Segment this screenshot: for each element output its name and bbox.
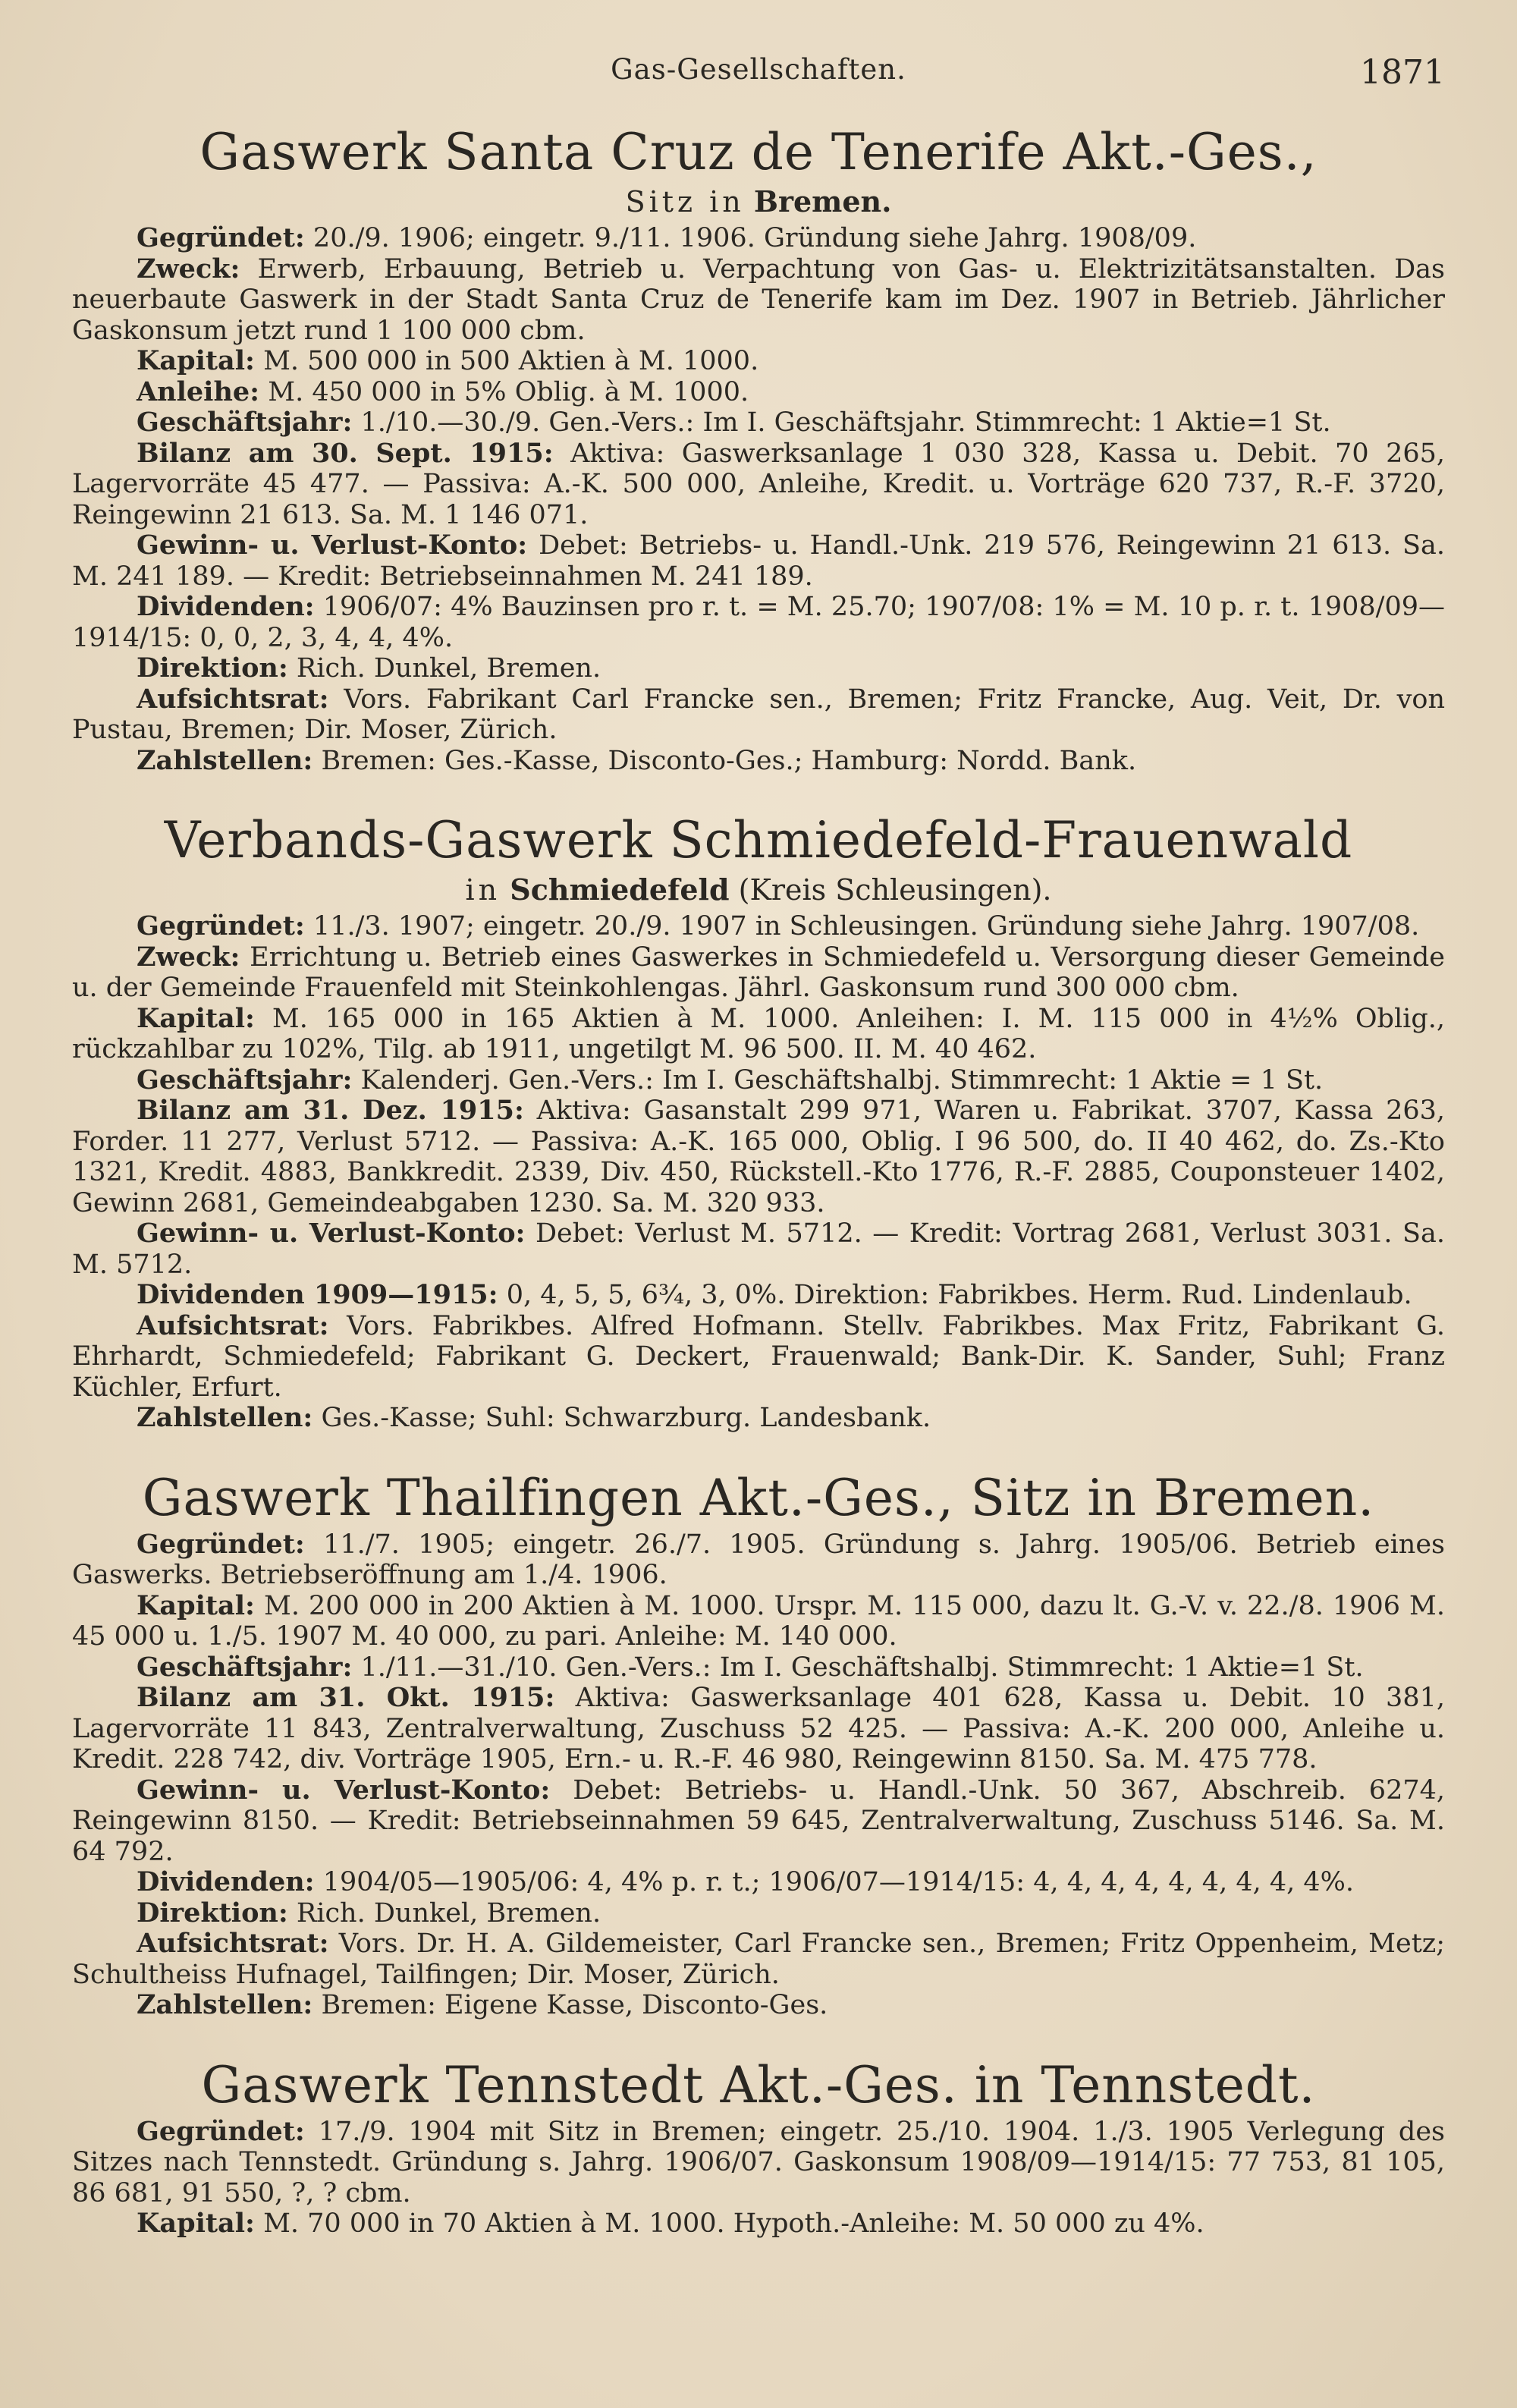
entry-text: Rich. Dunkel, Bremen.: [287, 1897, 601, 1929]
entry-paragraph: [72, 653, 1445, 684]
company-title: Gaswerk Santa Cruz de Tenerife Akt.-Ges.,: [199, 123, 1318, 181]
entry-text: 1./11.—31./10. Gen.-Vers.: Im I. Geschäftshalbj. Stimmrecht: 1 Aktie=1 St.: [352, 1652, 1364, 1683]
entry-key: Aufsichtsrat:: [137, 683, 329, 715]
company-section: [72, 1467, 1445, 2021]
entry-key: Direktion:: [137, 1897, 288, 1929]
entry-key: Gewinn- u. Verlust-Konto:: [137, 1218, 526, 1249]
entry-paragraph: [72, 1898, 1445, 1929]
entry-key: Geschäftsjahr:: [137, 1064, 353, 1096]
entry-key: Gewinn- u. Verlust-Konto:: [137, 530, 528, 561]
entry-text: Debet: Verlust M. 5712. — Kredit: Vortrag 2681, Verlust 3031. Sa. M. 5712.: [72, 1218, 1446, 1280]
entry-key: Gegründet:: [137, 1528, 305, 1560]
entry-key: Bilanz am 31. Okt. 1915:: [137, 1682, 555, 1713]
entry-key: Gegründet:: [137, 910, 305, 942]
entry-text: M. 200 000 in 200 Aktien à M. 1000. Urspr. M. 115 000, dazu lt. G.-V. v. 22./8. 1906 M. 45 000 u. 1./5. 1907 M. 40 000, zu pari. Anleihe: M. 140 000.: [72, 1590, 1445, 1652]
entry-text: 17./9. 1904 mit Sitz in Bremen; eingetr. 25./10. 1904. 1./3. 1905 Verlegung des Sitzes nach Tennstedt. Gründung s. Jahrg. 1906/07. Gaskonsum 1908/09—1914/15: 77 753, 81 105, 86 681, 91 550, ?, ? cbm.: [72, 2116, 1445, 2208]
entry-key: Aufsichtsrat:: [137, 1928, 329, 1959]
running-head: Gas-Gesellschaften.: [611, 53, 906, 86]
entry-key: Gegründet:: [137, 222, 305, 253]
entry-text: Errichtung u. Betrieb eines Gaswerkes in Schmiedefeld u. Versorgung dieser Gemeinde u. der Gemeinde Frauenfeld mit Steinkohlengas. Jährl. Gaskonsum rund 300 000 cbm.: [72, 942, 1445, 1003]
entry-text: 1904/05—1905/06: 4, 4% p. r. t.; 1906/07—1914/15: 4, 4, 4, 4, 4, 4, 4, 4, 4%.: [314, 1867, 1355, 1897]
entry-text: 1906/07: 4% Bauzinsen pro r. t. = M. 25.70; 1907/08: 1% = M. 10 p. r. t. 1908/09—1914/15: 0, 0, 2, 3, 4, 4, 4%.: [72, 592, 1445, 653]
entry-text: M. 500 000 in 500 Aktien à M. 1000.: [254, 346, 759, 376]
entry-paragraph: [72, 592, 1445, 653]
entry-paragraph: [72, 1218, 1445, 1280]
entry-paragraph: [72, 1990, 1445, 2021]
main-content: [72, 121, 1445, 2273]
entry-text: 11./7. 1905; eingetr. 26./7. 1905. Gründung s. Jahrg. 1905/06. Betrieb eines Gaswerks. Betriebseröffnung am 1./4. 1906.: [72, 1529, 1445, 1590]
entry-text: M. 165 000 in 165 Aktien à M. 1000. Anleihen: I. M. 115 000 in 4½% Oblig., rückzahlbar zu 102%, Tilg. ab 1911, ungetilgt M. 96 500. II. M. 40 462.: [72, 1003, 1445, 1064]
entry-paragraph: [72, 1403, 1445, 1434]
entry-key: Dividenden:: [137, 1866, 315, 1897]
seat-city: Schmiedefeld: [510, 872, 730, 907]
entry-key: Aufsichtsrat:: [137, 1309, 329, 1341]
entry-key: Zahlstellen:: [137, 744, 313, 776]
entry-text: Debet: Betriebs- u. Handl.-Unk. 219 576, Reingewinn 21 613. Sa. M. 241 189. — Kredit: Betriebseinnahmen M. 241 189.: [72, 530, 1445, 592]
entry-paragraph: [72, 1867, 1445, 1898]
entry-text: Kalenderj. Gen.-Vers.: Im I. Geschäftshalbj. Stimmrecht: 1 Aktie = 1 St.: [352, 1064, 1324, 1096]
entry-key: Dividenden 1909—1915:: [137, 1279, 498, 1310]
entry-paragraph: [72, 530, 1445, 592]
entry-text: Aktiva: Gasanstalt 299 971, Waren u. Fabrikat. 3707, Kassa 263, Forder. 11 277, Verlust 5712. — Passiva: A.-K. 165 000, Oblig. I 96 500, do. II 40 462, do. Zs.-Kto 1321, Kredit. 4883, Bankkredit. 2339, Div. 450, Rückstell.-Kto 1776, R.-F. 2885, Couponsteuer 1402, Gewinn 2681, Gemeindeabgaben 1230. Sa. M. 320 933.: [72, 1096, 1445, 1218]
entry-key: Dividenden:: [137, 591, 315, 622]
entry-paragraph: [72, 254, 1445, 347]
entry-paragraph: [72, 1311, 1445, 1404]
entry-key: Gewinn- u. Verlust-Konto:: [137, 1774, 551, 1806]
entry-paragraph: [72, 1280, 1445, 1311]
entry-paragraph: [72, 1652, 1445, 1683]
entry-paragraph: [72, 377, 1445, 408]
company-section: [72, 121, 1445, 776]
entry-text: Rich. Dunkel, Bremen.: [287, 653, 601, 684]
seat-suffix: (Kreis Schleusingen).: [738, 873, 1052, 907]
entry-key: Kapital:: [137, 345, 255, 376]
entry-paragraph: [72, 407, 1445, 439]
company-title: Gaswerk Thailfingen Akt.-Ges., Sitz in Bremen.: [142, 1468, 1375, 1527]
entry-text: 0, 4, 5, 5, 6¾, 3, 0%. Direktion: Fabrikbes. Herm. Rud. Lindenlaub.: [498, 1280, 1412, 1310]
company-section: [72, 809, 1445, 1434]
entry-key: Bilanz am 30. Sept. 1915:: [137, 437, 554, 469]
company-section: [72, 2054, 1445, 2240]
entry-text: M. 70 000 in 70 Aktien à M. 1000. Hypoth.-Anleihe: M. 50 000 zu 4%.: [254, 2208, 1204, 2239]
entry-key: Gegründet:: [137, 2115, 305, 2147]
company-seat: [72, 184, 1445, 220]
entry-text: Ges.-Kasse; Suhl: Schwarzburg. Landesbank.: [313, 1403, 931, 1433]
entry-key: Zahlstellen:: [137, 1989, 313, 2020]
entry-paragraph: [72, 1096, 1445, 1218]
company-title: Verbands-Gaswerk Schmiedefeld-Frauenwald: [164, 811, 1353, 869]
entry-key: Zweck:: [137, 941, 240, 973]
entry-key: Zweck:: [137, 253, 240, 284]
entry-paragraph: [72, 1775, 1445, 1868]
entry-key: Geschäftsjahr:: [137, 1651, 353, 1683]
entry-paragraph: [72, 223, 1445, 254]
entry-paragraph: [72, 346, 1445, 377]
page-header: [72, 53, 1445, 99]
entry-paragraph: [72, 746, 1445, 777]
entry-text: Bremen: Ges.-Kasse, Disconto-Ges.; Hamburg: Nordd. Bank.: [313, 745, 1137, 776]
entry-paragraph: [72, 2117, 1445, 2209]
entry-text: M. 450 000 in 5% Oblig. à M. 1000.: [259, 376, 749, 407]
entry-text: 11./3. 1907; eingetr. 20./9. 1907 in Schleusingen. Gründung siehe Jahrg. 1907/08.: [304, 911, 1420, 942]
page-number: 1871: [1360, 53, 1445, 92]
entry-paragraph: [72, 911, 1445, 942]
entry-text: Debet: Betriebs- u. Handl.-Unk. 50 367, Abschreib. 6274, Reingewinn 8150. — Kredit: Betriebseinnahmen 59 645, Zentralverwaltung, Zuschuss 5146. Sa. M. 64 792.: [72, 1775, 1446, 1867]
seat-prefix: in: [465, 873, 501, 907]
entry-key: Kapital:: [137, 2208, 255, 2239]
entry-paragraph: [72, 684, 1445, 746]
entry-text: Vors. Fabrikbes. Alfred Hofmann. Stellv. Fabrikbes. Max Fritz, Fabrikant G. Ehrhardt, Schmiedefeld; Fabrikant G. Deckert, Frauenwald; Bank-Dir. K. Sander, Suhl; Franz Küchler, Erfurt.: [72, 1310, 1445, 1403]
seat-city: Bremen.: [753, 184, 892, 218]
entry-text: 1./10.—30./9. Gen.-Vers.: Im I. Geschäftsjahr. Stimmrecht: 1 Aktie=1 St.: [352, 407, 1331, 438]
entry-paragraph: [72, 1929, 1445, 1990]
entry-paragraph: [72, 1529, 1445, 1591]
entry-paragraph: [72, 1591, 1445, 1652]
entry-key: Anleihe:: [137, 376, 260, 407]
entry-key: Geschäftsjahr:: [137, 407, 353, 438]
entry-key: Bilanz am 31. Dez. 1915:: [137, 1095, 524, 1126]
entry-paragraph: [72, 439, 1445, 531]
entry-text: Erwerb, Erbauung, Betrieb u. Verpachtung von Gas- u. Elektrizitätsanstalten. Das neuerbaute Gaswerk in der Stadt Santa Cruz de Tenerife kam im Dez. 1907 in Betrieb. Jährlicher Gaskonsum jetzt rund 1 100 000 cbm.: [72, 253, 1445, 346]
entry-text: Aktiva: Gaswerksanlage 401 628, Kassa u. Debit. 10 381, Lagervorräte 11 843, Zentralverwaltung, Zuschuss 52 425. — Passiva: A.-K. 200 000, Anleihe u. Kredit. 228 742, div. Vorträge 1905, Ern.- u. R.-F. 46 980, Reingewinn 8150. Sa. M. 475 778.: [72, 1683, 1445, 1775]
entry-paragraph: [72, 1683, 1445, 1775]
entry-key: Direktion:: [137, 652, 288, 684]
entry-key: Kapital:: [137, 1002, 255, 1034]
entry-paragraph: [72, 1004, 1445, 1065]
entry-key: Kapital:: [137, 1589, 255, 1621]
company-seat: [72, 872, 1445, 908]
entry-text: Vors. Fabrikant Carl Francke sen., Bremen; Fritz Francke, Aug. Veit, Dr. von Pustau, Bremen; Dir. Moser, Zürich.: [72, 684, 1445, 745]
entry-paragraph: [72, 1065, 1445, 1096]
entry-text: Vors. Dr. H. A. Gildemeister, Carl Francke sen., Bremen; Fritz Oppenheim, Metz; Schultheiss Hufnagel, Tailfingen; Dir. Moser, Zürich.: [72, 1929, 1445, 1990]
entry-text: Bremen: Eigene Kasse, Disconto-Ges.: [313, 1990, 828, 2020]
entry-text: Aktiva: Gaswerksanlage 1 030 328, Kassa u. Debit. 70 265, Lagervorräte 45 477. — Passiva: A.-K. 500 000, Anleihe, Kredit. u. Vorträge 620 737, R.-F. 3720, Reingewinn 21 613. Sa. M. 1 146 071.: [72, 438, 1445, 530]
entry-paragraph: [72, 942, 1445, 1004]
entry-text: 20./9. 1906; eingetr. 9./11. 1906. Gründung siehe Jahrg. 1908/09.: [304, 223, 1197, 253]
entry-paragraph: [72, 2208, 1445, 2240]
entry-key: Zahlstellen:: [137, 1402, 313, 1433]
seat-prefix: Sitz in: [625, 185, 745, 218]
company-title: Gaswerk Tennstedt Akt.-Ges. in Tennstedt.: [201, 2055, 1316, 2114]
